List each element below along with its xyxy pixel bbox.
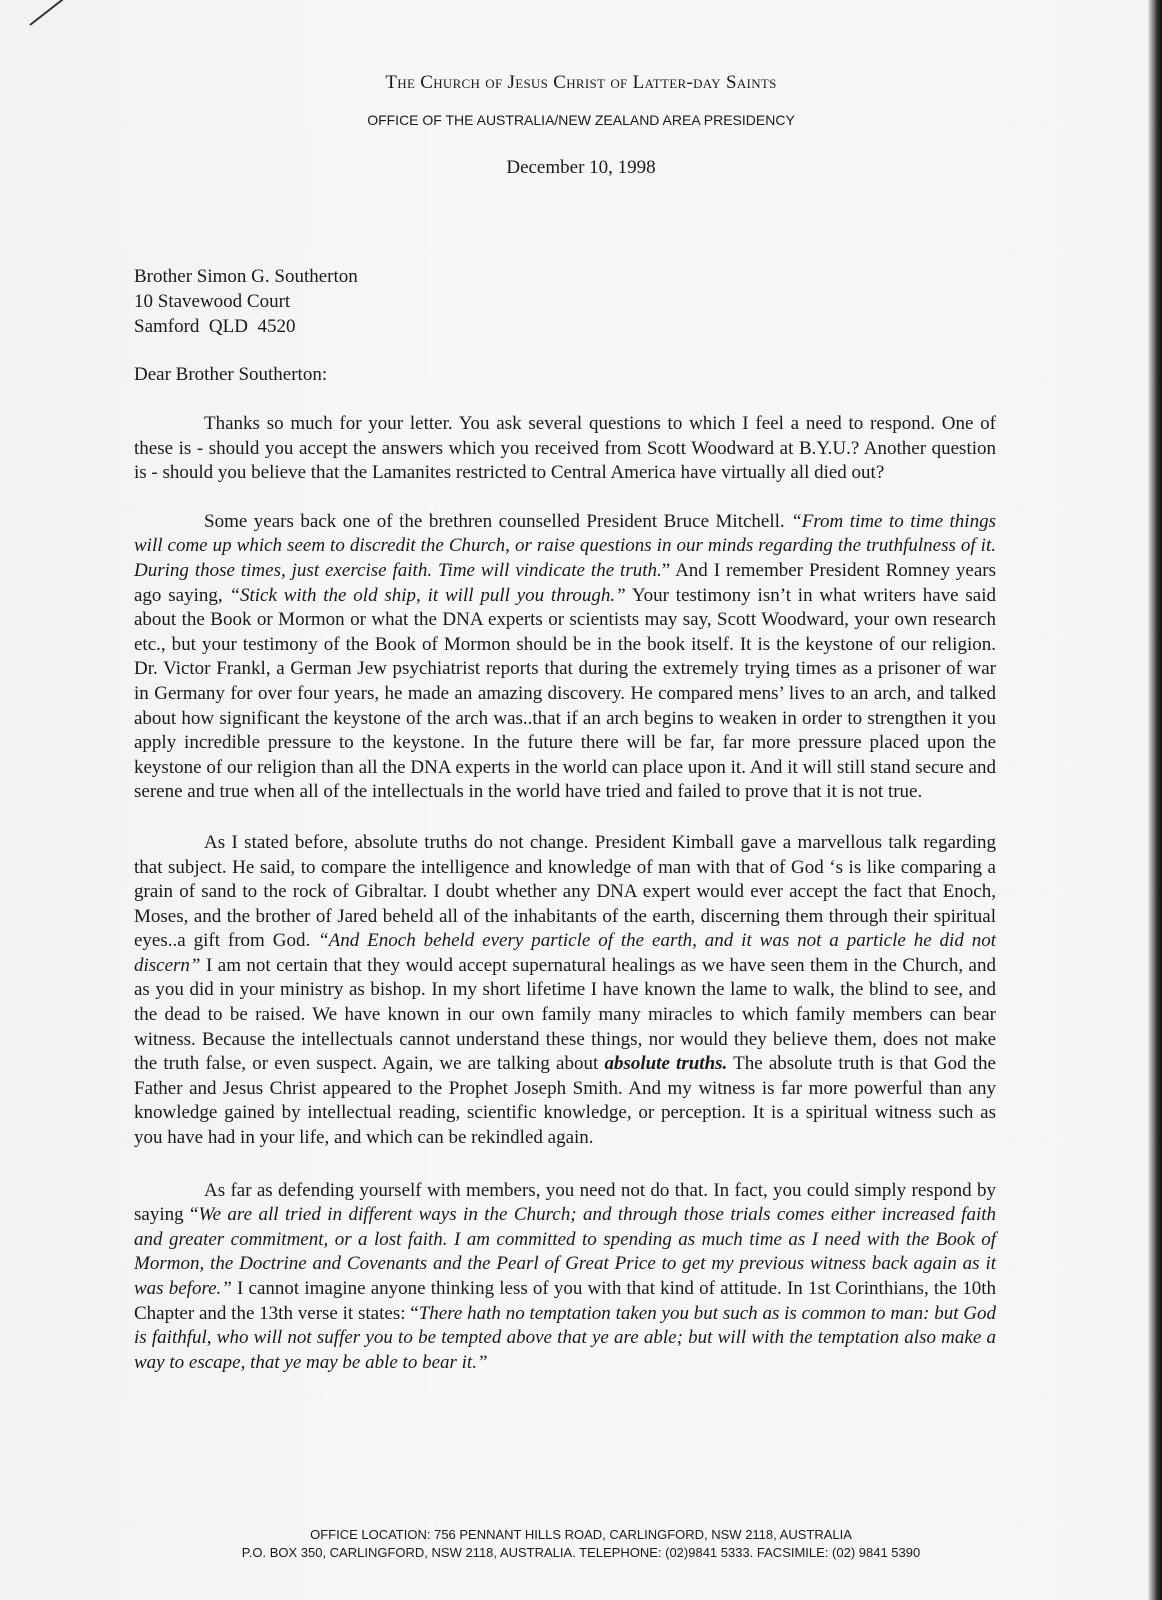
pen-mark	[29, 0, 84, 26]
p2-text-e: Your testimony isn’t in what writers have said about the Book or Mormon or what the DNA experts or scientists may say, Scott Woodward, your own research etc., but your testimony of the Book of Mormon should be in the book itself. It is the keystone of our religion. Dr. Victor Frankl, a German Jew psychiatrist reports that during the extremely trying times as a prisoner of war in Germany for over four years, he made an amazing discovery. He compared mens’ lives to an arch, and talked about how significant the keystone of the arch was..that if an arch begins to weaken in order to strengthen it you apply incredible pressure to the keystone. In the future there will be far, far more pressure placed upon the keystone of our religion than all the DNA experts in the world can place upon it. And it will still stand secure and serene and true when all of the intellectuals in the world have tried and failed to prove that it is not true.	[134, 584, 996, 803]
p4-quote-response: We are all tried in different ways in the Church; and through those trials comes either increased faith and greater commitment, or a lost faith. I am committed to spending as much time as I need with the Book of Mormon, the Doctrine and Covenants and the Pearl of Great Price to get my previous witness back again as it was before.”	[134, 1204, 997, 1299]
scan-edge-shadow	[1148, 0, 1162, 1600]
letterhead-organization: The Church of Jesus Christ of Latter-day Saints	[385, 72, 777, 93]
paragraph-2	[134, 510, 996, 805]
p4-quote-corinthians: There hath no temptation taken you but such as is common to man: but God is faithful, who will not suffer you to be tempted above that ye are able; but will with the temptation also make a way to escape, that ye may be able to bear it.”	[134, 1302, 996, 1373]
p2-text-a: Some years back one of the brethren counselled President Bruce Mitchell.	[204, 510, 792, 532]
salutation: Dear Brother Southerton:	[134, 364, 328, 385]
letter-body	[134, 412, 996, 1375]
recipient-city: Samford QLD 4520	[134, 316, 296, 337]
p3-absolute-truths: absolute truths.	[604, 1053, 728, 1075]
p3-text-c: I am not certain that they would accept supernatural healings as we have seen them in the Church, and as you did in your ministry as bishop. In my short lifetime I have known the lame to walk, the blind to see, and the dead to be raised. We have known in our own family many miracles to which family members can bear witness. Because the intellectuals cannot understand these things, nor would they believe them, does not make the truth false, or even suspect. Again, we are talking about	[134, 954, 996, 1075]
p3-quote-enoch: “And Enoch beheld every particle of the earth, and it was not a particle he did not discern”	[134, 930, 997, 976]
footer-contact: P.O. BOX 350, CARLINGFORD, NSW 2118, AUSTRALIA. TELEPHONE: (02)9841 5333. FACSIMILE: (02) 9841 5390	[241, 1545, 921, 1560]
paragraph-1	[134, 412, 996, 486]
recipient-name: Brother Simon G. Southerton	[134, 266, 358, 287]
p3-text-e: The absolute truth is that God the Father and Jesus Christ appeared to the Prophet Joseph Smith. And my witness is far more powerful than any knowledge gained by intellectual reading, scientific knowledge, or perception. It is a spiritual witness such as you have had in your life, and which can be rekindled again.	[134, 1053, 996, 1149]
paragraph-4	[134, 1179, 996, 1376]
p3-text-a: As I stated before, absolute truths do not change. President Kimball gave a marvellous talk regarding that subject. He said, to compare the intelligence and knowledge of man with that of God ‘s is like comparing a grain of sand to the rock of Gibraltar. I doubt whether any DNA expert would ever accept the fact that Enoch, Moses, and the brother of Jared beheld all of the inhabitants of the earth, discerning them through their spiritual eyes..a gift from God.	[134, 831, 996, 952]
footer-office-location: OFFICE LOCATION: 756 PENNANT HILLS ROAD, CARLINGFORD, NSW 2118, AUSTRALIA	[310, 1527, 852, 1542]
recipient-street: 10 Stavewood Court	[134, 291, 291, 312]
letterhead-footer	[0, 1526, 1162, 1562]
p2-text-c: ” And I remember President Romney years ago saying,	[134, 559, 996, 606]
p2-quote-romney: “Stick with the old ship, it will pull you through.”	[229, 584, 626, 606]
p2-quote-mitchell: “From time to time things will come up which seem to discredit the Church, or raise questions in our minds regarding the truthfulness of it. During those times, just exercise faith. Time will vindicate the truth.	[134, 510, 996, 581]
p4-text-a: As far as defending yourself with members, you need not do that. In fact, you could simply respond by saying “	[134, 1179, 996, 1226]
letterhead-office: OFFICE OF THE AUSTRALIA/NEW ZEALAND AREA PRESIDENCY	[367, 112, 795, 128]
p4-text-c: I cannot imagine anyone thinking less of you with that kind of attitude. In 1st Corinthians, the 10th Chapter and the 13th verse it states: “	[134, 1278, 997, 1324]
paragraph-1-text: Thanks so much for your letter. You ask several questions to which I feel a need to respond. One of these is - should you accept the answers which you received from Scott Woodward at B.Y.U.? Another question is - should you believe that the Lamanites restricted to Central America have virtually all died out?	[134, 413, 996, 484]
recipient-address	[134, 264, 358, 339]
paragraph-3	[134, 831, 996, 1151]
letter-date: December 10, 1998	[506, 157, 656, 178]
